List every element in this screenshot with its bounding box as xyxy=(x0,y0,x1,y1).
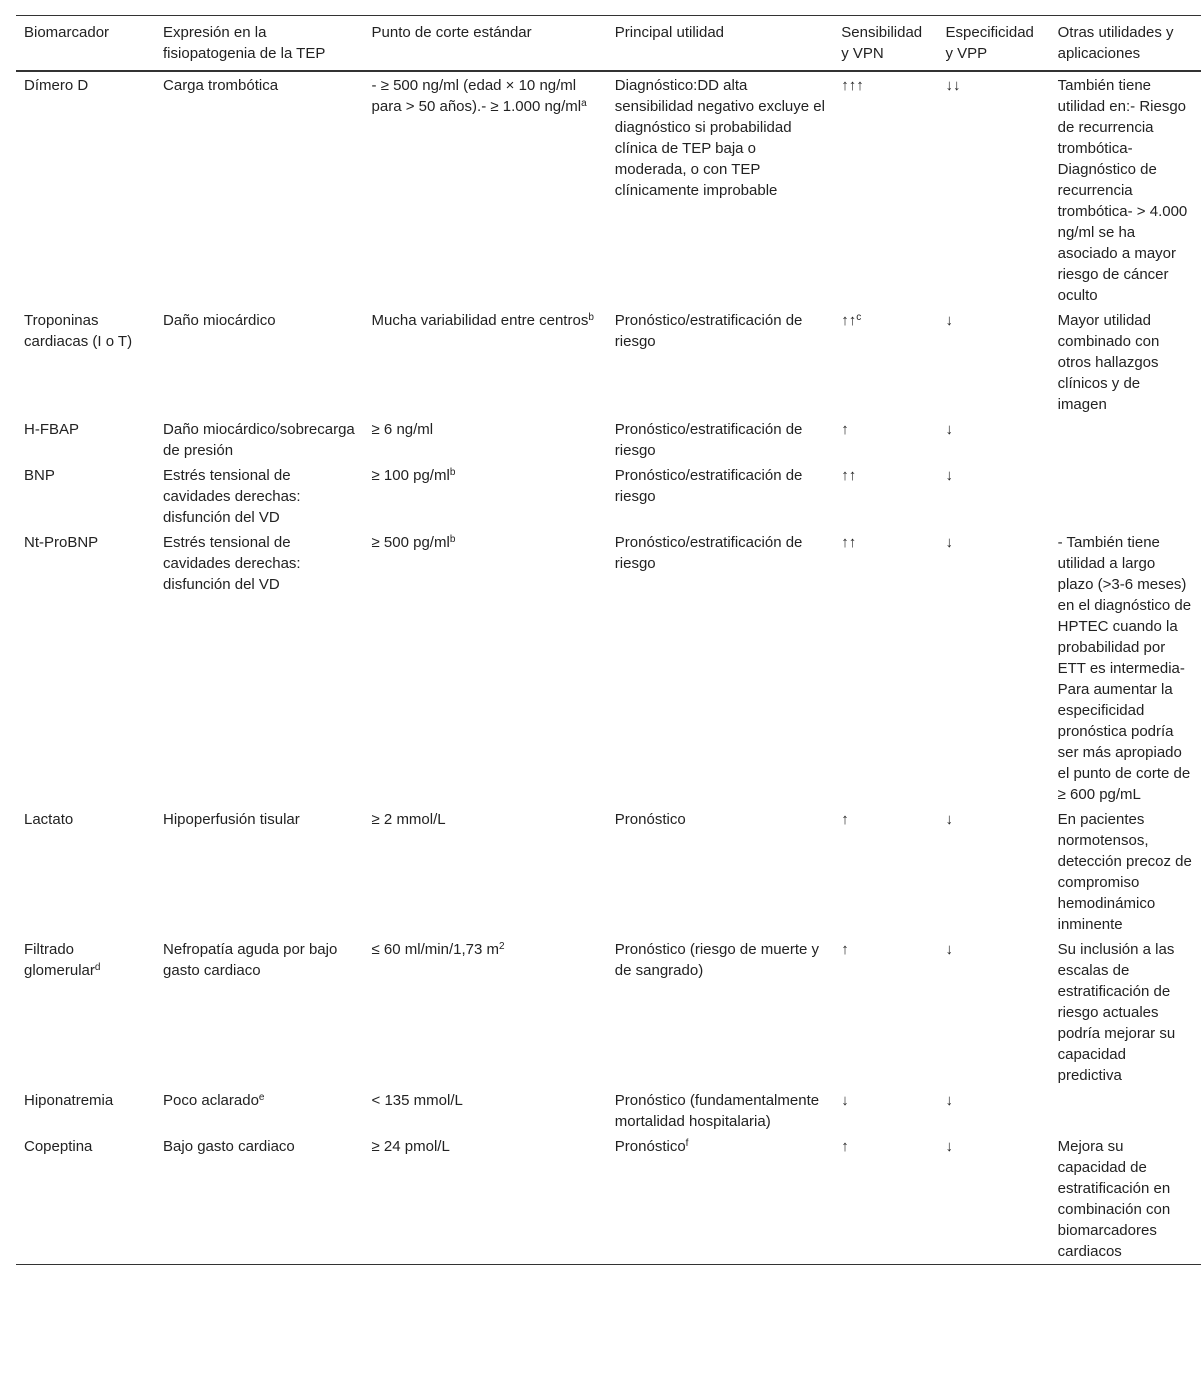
footnote-mark: d xyxy=(94,962,101,973)
footnote-mark: b xyxy=(449,534,456,545)
footnote-mark: e xyxy=(258,1092,265,1103)
cell-utility: Pronóstico/estratificación de riesgo xyxy=(614,467,803,505)
cell-specificity: ↓ xyxy=(945,312,953,329)
cell-expression: Carga trombótica xyxy=(163,77,279,94)
cell-cutoff: - ≥ 500 ng/ml (edad × 10 ng/ml para > 50 años).- ≥ 1.000 $ng/ml^a$ xyxy=(371,77,587,115)
table-header-row xyxy=(16,16,1201,72)
cell-biomarker: Troponinas cardiacas (I o T) xyxy=(24,312,133,350)
cell-biomarker: Nt-ProBNP xyxy=(24,534,99,551)
table-row xyxy=(16,937,1201,1088)
cell-utility: Pronóstico$^f$ xyxy=(614,1138,689,1155)
table-row xyxy=(16,308,1201,417)
cell-cutoff: ≥ 500 $pg/ml^b$ xyxy=(371,534,456,551)
cell-other xyxy=(1050,417,1201,463)
cell-sensitivity: ↑↑↑ xyxy=(841,77,864,94)
cell-sensitivity: ↑ xyxy=(841,421,849,438)
cell-utility: Pronóstico xyxy=(614,811,686,828)
cell-specificity: ↓ xyxy=(945,1138,953,1155)
cell-expression: Poco aclarado$^e$ xyxy=(163,1092,265,1109)
cell-biomarker: Copeptina xyxy=(24,1138,93,1155)
header-biomarker: Biomarcador xyxy=(24,24,110,41)
cell-sensitivity: ↑↑$^c$ xyxy=(841,312,862,329)
table-row xyxy=(16,71,1201,308)
cell-expression: Nefropatía aguda por bajo gasto cardiaco xyxy=(163,941,338,979)
cell-specificity: ↓ xyxy=(945,534,953,551)
cell-other xyxy=(1050,1088,1201,1134)
cell-cutoff: ≤ 60 ml/min/1,73 $m^2$ xyxy=(371,941,505,958)
cell-sensitivity: ↑↑ xyxy=(841,467,857,484)
cell-cutoff: Mucha variabilidad entre centros$^b$ xyxy=(371,312,594,329)
cell-specificity: ↓ xyxy=(945,467,953,484)
header-other: Otras utilidades y aplicaciones xyxy=(1057,24,1174,62)
cell-biomarker: H-FBAP xyxy=(24,421,80,438)
cell-cutoff: ≥ 6 ng/ml xyxy=(371,421,434,438)
table-row xyxy=(16,463,1201,530)
cell-expression: Hipoperfusión tisular xyxy=(163,811,300,828)
footnote-mark: b xyxy=(588,312,594,323)
cell-sensitivity: ↑↑ xyxy=(841,534,857,551)
cell-utility: Pronóstico (fundamentalmente mortalidad hospitalaria) xyxy=(614,1092,820,1130)
cell-biomarker: Lactato xyxy=(24,811,74,828)
cell-expression: Bajo gasto cardiaco xyxy=(163,1138,295,1155)
header-specificity: Especificidad y VPP xyxy=(945,24,1034,62)
cell-sensitivity: ↑ xyxy=(841,941,849,958)
table-row xyxy=(16,807,1201,937)
header-utility: Principal utilidad xyxy=(614,24,725,41)
cell-expression: Estrés tensional de cavidades derechas: disfunción del VD xyxy=(163,534,301,593)
cell-biomarker: Hiponatremia xyxy=(24,1092,114,1109)
cell-other: En pacientes normotensos, detección precoz de compromiso hemodinámico inminente xyxy=(1057,811,1192,933)
biomarker-table xyxy=(16,15,1201,1265)
table-row xyxy=(16,417,1201,463)
header-expression: Expresión en la fisiopatogenia de la TEP xyxy=(163,24,326,62)
cell-specificity: ↓ xyxy=(945,941,953,958)
table-row xyxy=(16,1088,1201,1134)
cell-specificity: ↓ xyxy=(945,421,953,438)
footnote-mark: b xyxy=(449,467,456,478)
cell-sensitivity: ↓ xyxy=(841,1092,849,1109)
cell-cutoff: ≥ 100 $pg/ml^b$ xyxy=(371,467,456,484)
cell-utility: Pronóstico (riesgo de muerte y de sangrado) xyxy=(614,941,820,979)
cell-sensitivity: ↑ xyxy=(841,811,849,828)
cell-other: - También tiene utilidad a largo plazo (>3-6 meses) en el diagnóstico de HPTEC cuando la probabilidad por ETT es intermedia- Para aumentar la especificidad pronóstica podría ser más apropiado el punto de corte de ≥ 600 pg/mL xyxy=(1057,534,1192,803)
cell-expression: Estrés tensional de cavidades derechas: disfunción del VD xyxy=(163,467,301,526)
cell-specificity: ↓↓ xyxy=(945,77,961,94)
cell-cutoff: ≥ 2 mmol/L xyxy=(371,811,446,828)
cell-utility: Pronóstico/estratificación de riesgo xyxy=(614,534,803,572)
cell-cutoff: < 135 mmol/L xyxy=(371,1092,463,1109)
footnote-mark: a xyxy=(581,98,587,109)
cell-expression: Daño miocárdico xyxy=(163,312,276,329)
header-sensitivity: Sensibilidad y VPN xyxy=(841,24,923,62)
cell-sensitivity: ↑ xyxy=(841,1138,849,1155)
footnote-mark: f xyxy=(685,1138,689,1149)
cell-utility: Pronóstico/estratificación de riesgo xyxy=(614,312,803,350)
cell-cutoff: ≥ 24 pmol/L xyxy=(371,1138,450,1155)
cell-other: Mejora su capacidad de estratificación en combinación con biomarcadores cardiacos xyxy=(1057,1138,1171,1260)
cell-specificity: ↓ xyxy=(945,1092,953,1109)
cell-other: También tiene utilidad en:- Riesgo de recurrencia trombótica- Diagnóstico de recurrencia trombótica- > 4.000 ng/ml se ha asociado a mayor riesgo de cáncer oculto xyxy=(1057,77,1188,304)
cell-biomarker: Filtrado glomerular$^d$ xyxy=(24,941,101,979)
footnote-mark: c xyxy=(856,312,862,323)
header-cutoff: Punto de corte estándar xyxy=(371,24,532,41)
superscript-exponent: 2 xyxy=(498,941,505,952)
cell-specificity: ↓ xyxy=(945,811,953,828)
cell-expression: Daño miocárdico/sobrecarga de presión xyxy=(163,421,355,459)
cell-biomarker: Dímero D xyxy=(24,77,89,94)
cell-biomarker: BNP xyxy=(24,467,55,484)
cell-other: Mayor utilidad combinado con otros hallazgos clínicos y de imagen xyxy=(1057,312,1160,413)
table-row xyxy=(16,530,1201,807)
table-row xyxy=(16,1134,1201,1265)
cell-utility: Diagnóstico:DD alta sensibilidad negativo excluye el diagnóstico si probabilidad clínica de TEP baja o moderada, o con TEP clínicamente improbable xyxy=(614,77,825,199)
cell-utility: Pronóstico/estratificación de riesgo xyxy=(614,421,803,459)
cell-other: Su inclusión a las escalas de estratificación de riesgo actuales podría mejorar su capacidad predictiva xyxy=(1057,941,1176,1084)
cell-other xyxy=(1050,463,1201,530)
